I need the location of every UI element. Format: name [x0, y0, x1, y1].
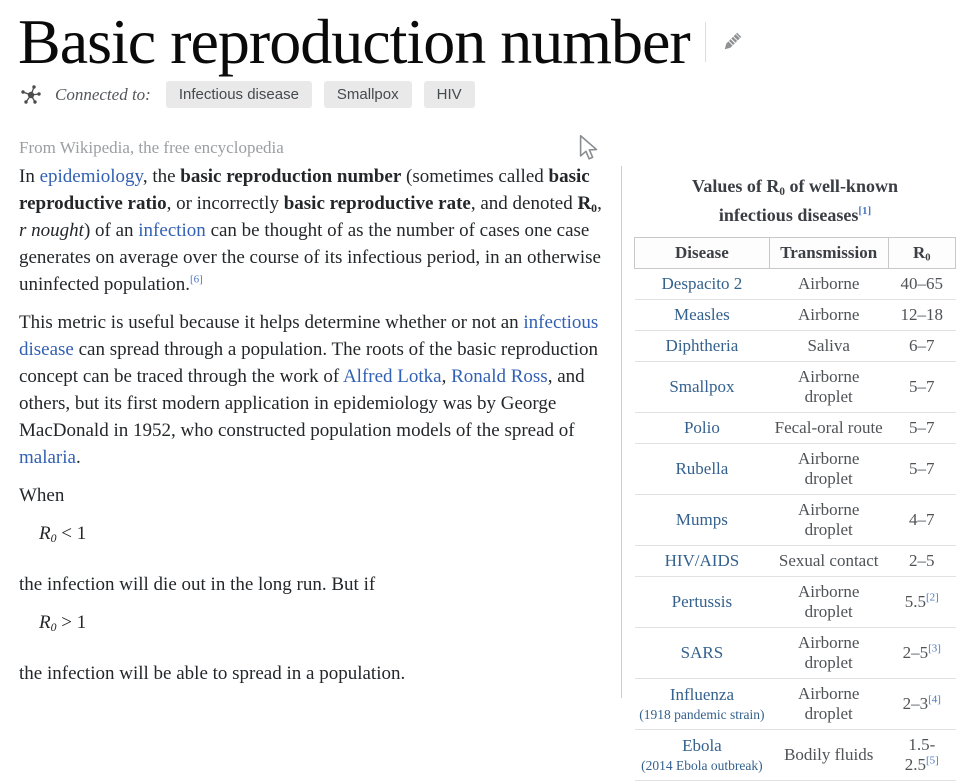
disease-note [639, 707, 766, 723]
text-segment: . [75, 447, 81, 468]
r0-value-cell: 6–7 [888, 331, 955, 362]
column-header-disease: Disease [635, 238, 770, 269]
page-title: Basic reproduction number [18, 6, 690, 77]
disease-link[interactable]: Smallpox [669, 377, 735, 396]
math-formula [19, 520, 611, 547]
disease-link[interactable]: HIV/AIDS [664, 551, 740, 570]
text-segment: can spread through a population. The roots of the basic reproduction concept can be traced through the work of [19, 339, 598, 387]
r0-value-cell: 2–3[4] [888, 679, 955, 730]
paragraph [19, 309, 611, 471]
text-segment: , or incorrectly [166, 193, 284, 214]
disease-link[interactable]: Ebola [682, 736, 722, 755]
table-header-row [635, 238, 956, 269]
r0-value-cell: 1.5-2.5[5] [888, 730, 955, 781]
disease-link[interactable]: Diphtheria [665, 336, 739, 355]
infobox-caption [634, 172, 956, 230]
r0-value-cell: 40–65 [888, 269, 955, 300]
connected-tag-infectious-disease[interactable]: Infectious disease [166, 81, 312, 108]
table-row [635, 300, 956, 331]
table-row [635, 628, 956, 679]
text-segment: basic reproductive ratio [19, 166, 590, 214]
disease-link[interactable]: Measles [674, 305, 730, 324]
math-formula [19, 609, 611, 636]
text-segment: $R_0$ [577, 193, 598, 215]
text-segment: the infection will be able to spread in a population. [19, 663, 406, 684]
transmission-cell: Airborne [769, 300, 888, 331]
r0-value-cell: 5–7 [888, 444, 955, 495]
caption-text: Values of R [692, 176, 780, 196]
text-segment: This metric is useful because it helps determine whether or not an [19, 312, 524, 333]
text-segment: basic reproduction number [180, 166, 402, 187]
column-divider [621, 166, 622, 698]
disease-cell [635, 331, 770, 362]
text-segment: r nought [19, 220, 84, 241]
reference-link[interactable]: [6] [189, 273, 203, 286]
table-row [635, 679, 956, 730]
r0-value-cell: 5–7 [888, 362, 955, 413]
connected-tag-smallpox[interactable]: Smallpox [324, 81, 412, 108]
text-segment: When [19, 485, 65, 506]
edit-title-button[interactable] [717, 27, 747, 57]
text-segment: > 1 [56, 612, 87, 633]
article-body [19, 163, 611, 698]
table-row [635, 444, 956, 495]
disease-cell [635, 546, 770, 577]
disease-link[interactable]: Polio [683, 418, 720, 437]
table-row [635, 495, 956, 546]
disease-link[interactable]: Despacito 2 [661, 274, 743, 293]
table-row [635, 730, 956, 781]
connected-tag-hiv[interactable]: HIV [424, 81, 475, 108]
transmission-cell: Airborne droplet [769, 628, 888, 679]
transmission-cell: Airborne [769, 269, 888, 300]
network-graph-icon [19, 83, 43, 107]
column-header-transmission: Transmission [769, 238, 888, 269]
r0-value-cell: 5–7 [888, 413, 955, 444]
title-row [18, 0, 747, 84]
text-segment: $R_0$ [39, 523, 57, 545]
table-row [635, 362, 956, 413]
text-segment: the infection will die out in the long run. But if [19, 574, 376, 595]
table-row [635, 577, 956, 628]
column-header-r0: $R_0$ [888, 238, 955, 269]
disease-cell [635, 679, 770, 730]
caption-text: of well-known infectious diseases [718, 176, 898, 225]
text-segment: ) of an [83, 220, 139, 241]
text-segment: , and denoted [470, 193, 578, 214]
r0-value-cell: 12–18 [888, 300, 955, 331]
table-row [635, 331, 956, 362]
article-link[interactable]: infection [138, 220, 206, 241]
text-segment: , the [142, 166, 181, 187]
disease-cell [635, 362, 770, 413]
disease-cell [635, 269, 770, 300]
transmission-cell: Airborne droplet [769, 444, 888, 495]
article-link[interactable]: malaria [19, 447, 76, 468]
text-segment: < 1 [56, 523, 87, 544]
r0-value-cell: 2–5 [888, 546, 955, 577]
r0-value-cell: 2–5[3] [888, 628, 955, 679]
disease-link[interactable]: Rubella [675, 459, 729, 478]
text-segment: (sometimes called [401, 166, 549, 187]
transmission-cell: Airborne droplet [769, 362, 888, 413]
text-segment: In [19, 166, 40, 187]
transmission-cell: Bodily fluids [769, 730, 888, 781]
reference-link[interactable]: [4] [928, 693, 941, 706]
disease-cell [635, 413, 770, 444]
article-link[interactable]: infectious disease [19, 312, 599, 360]
disease-cell [635, 444, 770, 495]
r0-value-cell: 4–7 [888, 495, 955, 546]
title-caret-divider [705, 22, 706, 62]
transmission-cell: Airborne droplet [769, 495, 888, 546]
disease-cell [635, 300, 770, 331]
article-link[interactable]: Ronald Ross [451, 366, 548, 387]
table-row [635, 546, 956, 577]
disease-cell [635, 495, 770, 546]
mouse-pointer [578, 135, 602, 161]
disease-link[interactable]: Pertussis [671, 592, 733, 611]
reference-link[interactable]: [1] [858, 205, 872, 217]
r0-value-cell: 5.5[2] [888, 577, 955, 628]
reference-link[interactable]: [3] [928, 642, 941, 655]
transmission-cell: Saliva [769, 331, 888, 362]
transmission-cell: Airborne droplet [769, 577, 888, 628]
text-segment: , [597, 193, 602, 214]
infobox-table [634, 237, 956, 781]
text-segment: basic reproductive rate [283, 193, 471, 214]
disease-link[interactable]: SARS [680, 643, 724, 662]
table-row [635, 269, 956, 300]
text-segment: , [441, 366, 452, 387]
disease-note-link[interactable]: (1918 pandemic strain) [639, 707, 765, 722]
paragraph [19, 571, 611, 598]
disease-link[interactable]: Influenza [669, 685, 734, 704]
caption-subscript: 0 [779, 185, 785, 198]
text-segment: $R_0$ [39, 612, 57, 634]
article-link[interactable]: epidemiology [39, 166, 143, 187]
paragraph [19, 482, 611, 509]
reference-link[interactable]: [5] [926, 754, 939, 767]
paragraph [19, 660, 611, 687]
paragraph [19, 163, 611, 298]
connected-to-row [19, 81, 487, 108]
infobox [634, 172, 956, 781]
article-link[interactable]: Alfred Lotka [342, 366, 442, 387]
disease-cell [635, 628, 770, 679]
text-segment: , and others, but its first modern application in epidemiology was by George MacDonald in 1952, who constructed population models of the spread of [19, 366, 585, 441]
wikipedia-subtitle: From Wikipedia, the free encyclopedia [19, 138, 284, 157]
connected-to-label: Connected to: [55, 84, 151, 104]
disease-note-link[interactable]: (2014 Ebola outbreak) [641, 758, 763, 773]
disease-link[interactable]: Mumps [675, 510, 728, 529]
transmission-cell: Airborne droplet [769, 679, 888, 730]
disease-cell [635, 577, 770, 628]
text-segment: can be thought of as the number of cases one case generates on average over the course of its infectious period, in an otherwise uninfected population. [19, 220, 601, 295]
disease-cell [635, 730, 770, 781]
pencil-icon [719, 29, 745, 55]
transmission-cell: Sexual contact [769, 546, 888, 577]
table-row [635, 413, 956, 444]
reference-link[interactable]: [2] [926, 591, 939, 604]
disease-note [639, 758, 766, 774]
transmission-cell: Fecal-oral route [769, 413, 888, 444]
infobox-table-body [635, 269, 956, 781]
